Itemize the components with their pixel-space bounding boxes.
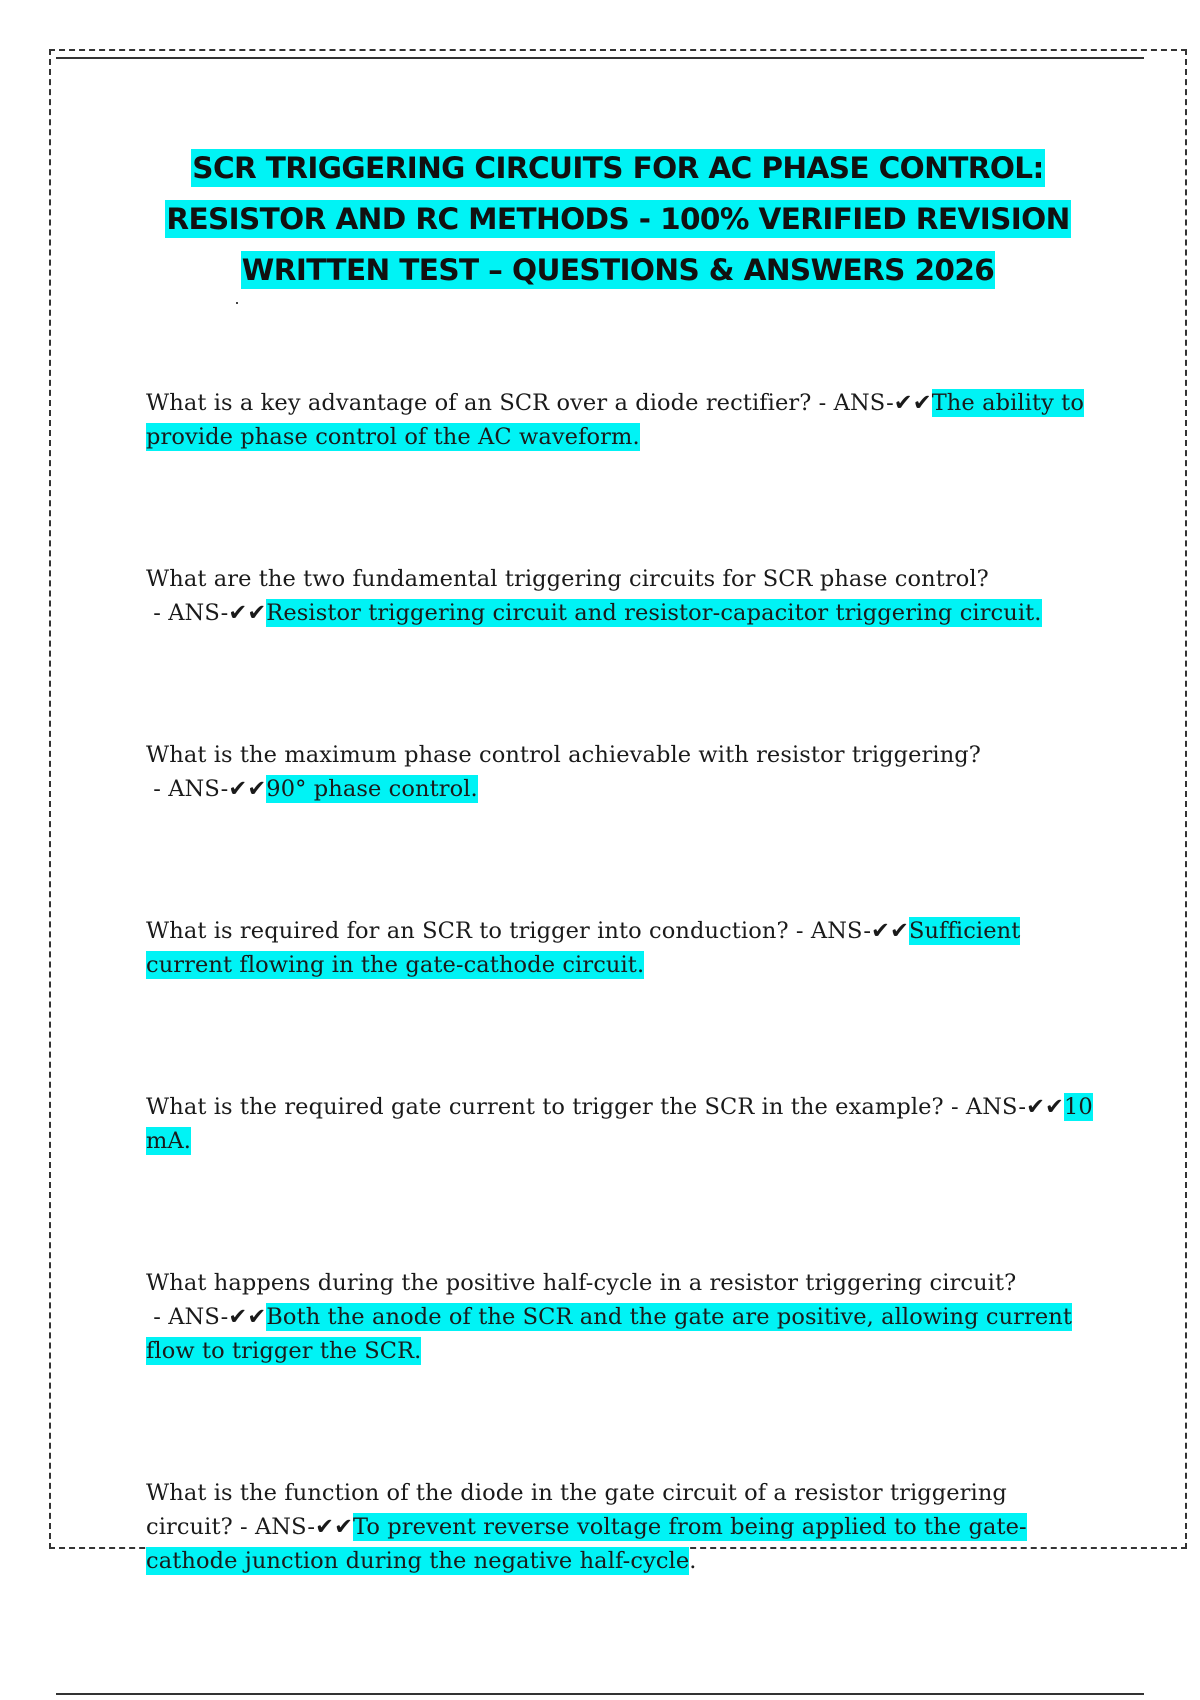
answer-text: 90° phase control. (266, 776, 478, 802)
qa-item (146, 386, 1096, 454)
qa-item (146, 1090, 1096, 1158)
question-text: What is required for an SCR to trigger into conduction? (146, 918, 789, 944)
answer-separator: - ANS-✔✔ (146, 1304, 267, 1330)
answer-separator: - ANS-✔✔ (811, 390, 932, 416)
answer-separator: - ANS-✔✔ (788, 918, 909, 944)
answer-separator: - ANS-✔✔ (232, 1514, 354, 1540)
question-text: What is the maximum phase control achievable with resistor triggering? (146, 742, 981, 768)
answer-separator: - ANS-✔✔ (146, 776, 267, 802)
document-title-text: SCR TRIGGERING CIRCUITS FOR AC PHASE CONTROL: RESISTOR AND RC METHODS - 100% VERIFIED REVISION WRITTEN TEST – QUESTIONS & ANSWERS 2026 (166, 151, 1070, 287)
question-text: What is a key advantage of an SCR over a diode rectifier? (146, 390, 812, 416)
qa-item (146, 1476, 1096, 1578)
answer-text: 10 mA. (146, 1094, 1093, 1154)
answer-text: The ability to provide phase control of the AC waveform. (146, 390, 1084, 450)
qa-item (146, 738, 1096, 806)
bottom-rule (56, 1693, 1144, 1695)
question-text: What is the required gate current to trigger the SCR in the example? (146, 1094, 944, 1120)
answer-separator: - ANS-✔✔ (146, 600, 267, 626)
answer-separator: - ANS-✔✔ (943, 1094, 1064, 1120)
answer-text: Sufficient current flowing in the gate-cathode circuit. (146, 918, 1021, 978)
qa-item (146, 914, 1096, 982)
stray-dot (236, 302, 238, 304)
answer-text: To prevent reverse voltage from being applied to the gate-cathode junction during the negative half-cycle (146, 1514, 1027, 1574)
answer-trailing-period: . (689, 1548, 697, 1574)
question-text: What happens during the positive half-cycle in a resistor triggering circuit? (146, 1270, 1017, 1296)
qa-item (146, 562, 1096, 630)
qa-list (146, 386, 1096, 1686)
document-title (140, 143, 1096, 296)
top-rule (56, 57, 1144, 59)
qa-item (146, 1266, 1096, 1368)
question-text: What is the function of the diode in the gate circuit of a resistor triggering circuit? (146, 1480, 1007, 1540)
question-text: What are the two fundamental triggering circuits for SCR phase control? (146, 566, 989, 592)
answer-text: Resistor triggering circuit and resistor-capacitor triggering circuit. (266, 600, 1042, 626)
answer-text: Both the anode of the SCR and the gate are positive, allowing current flow to trigger the SCR. (146, 1304, 1073, 1364)
